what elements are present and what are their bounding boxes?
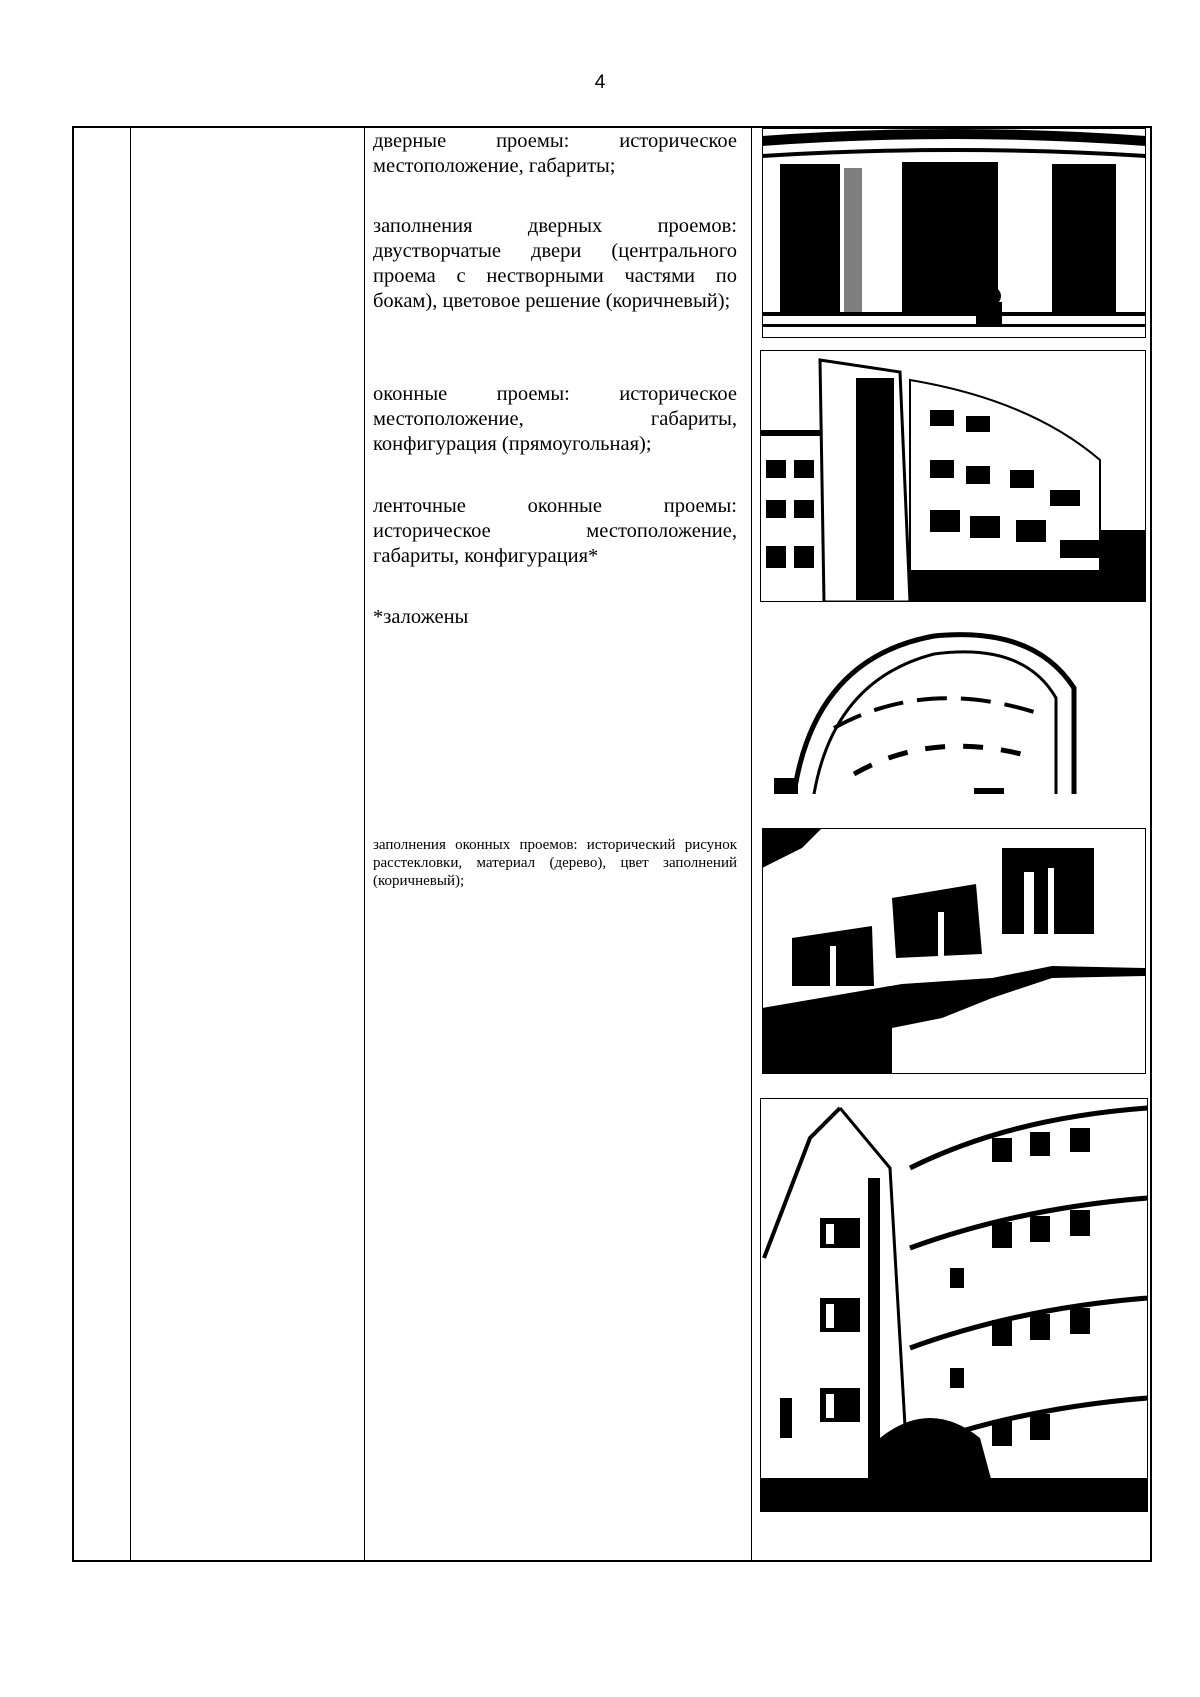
window-openings-paragraph: оконные проемы: историческое местоположение, габариты, конфигурация (прямоугольная);: [373, 383, 737, 455]
column-divider-2: [364, 128, 365, 1560]
page-number: 4: [594, 72, 606, 93]
window-fragment-photo: [762, 828, 1146, 1074]
curved-cornice-photo: [774, 628, 1094, 794]
column-divider-1: [130, 128, 131, 1560]
corner-building-photo: [760, 1098, 1148, 1512]
footnote-paragraph: *заложены: [373, 606, 469, 628]
door-fillings-paragraph: заполнения дверных проемов: двустворчатые двери (центрального проема с нестворными частями по бокам), цветовое решение (коричневый);: [373, 215, 737, 312]
window-fillings-paragraph: заполнения оконных проемов: исторический рисунок расстекловки, материал (дерево), цвет заполнений (коричневый);: [373, 837, 737, 889]
door-openings-paragraph: дверные проемы: историческое местоположение, габариты;: [373, 130, 737, 177]
column-divider-3: [751, 128, 752, 1560]
ribbon-windows-paragraph: ленточные оконные проемы: историческое местоположение, габариты, конфигурация*: [373, 495, 737, 567]
entrance-columns-photo: [762, 128, 1146, 338]
tower-building-photo: [760, 350, 1146, 602]
